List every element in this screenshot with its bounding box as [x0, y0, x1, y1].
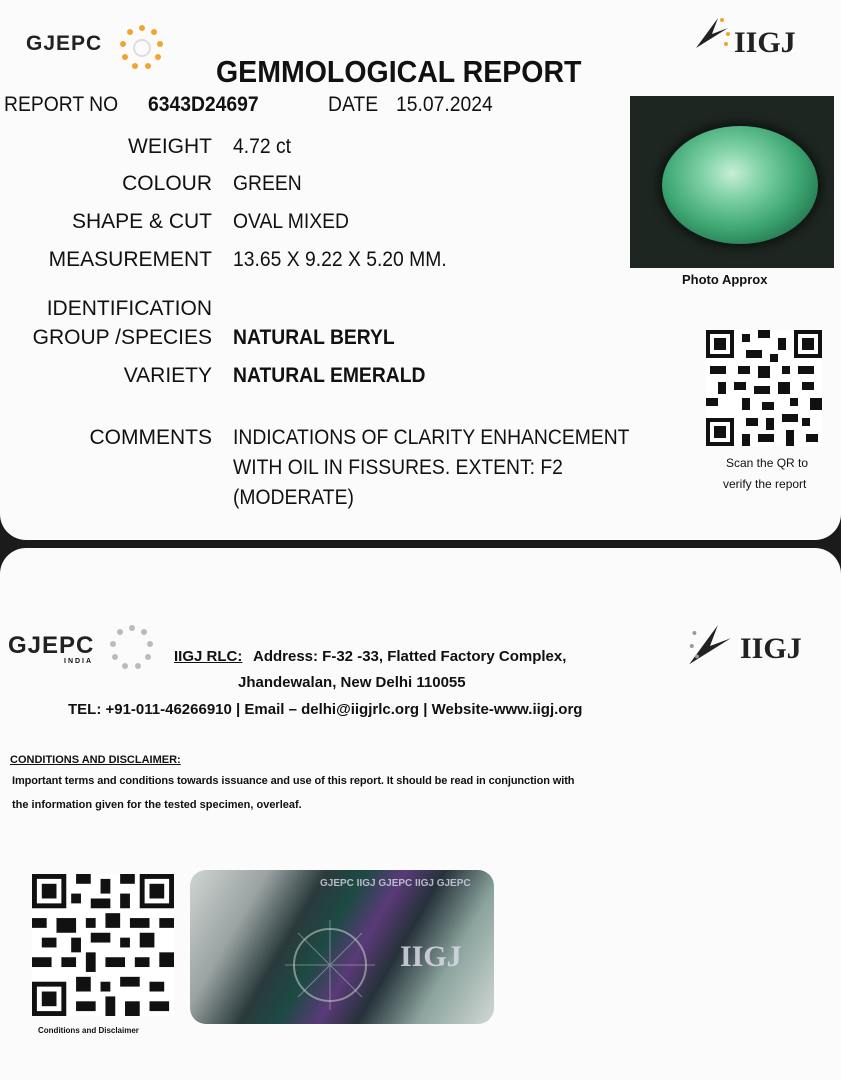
variety-value: NATURAL EMERALD	[233, 364, 426, 387]
conditions-text-line2: the information given for the tested specimen, overleaf.	[12, 799, 302, 811]
report-no-label: REPORT NO	[4, 93, 119, 116]
verify-qr-code-icon[interactable]	[706, 330, 822, 446]
date-value: 15.07.2024	[396, 93, 493, 116]
qr-caption-line2: verify the report	[723, 477, 807, 491]
iigj-logo: IIGJ	[734, 26, 796, 59]
iigj-mark-icon	[692, 14, 732, 54]
hologram-logo: IIGJ	[400, 940, 462, 973]
conditions-qr-code-icon[interactable]	[32, 874, 174, 1016]
comments-label: COMMENTS	[89, 426, 212, 449]
gjepc-logo: GJEPC	[26, 32, 103, 55]
shape-cut-value: OVAL MIXED	[233, 210, 349, 233]
emerald-gem-icon	[662, 126, 818, 244]
gjepc-logo: GJEPC	[8, 632, 95, 659]
address-line1: Address: F-32 -33, Flatted Factory Complex,	[253, 648, 567, 665]
gjepc-sun-icon	[106, 622, 158, 674]
qr-caption-line1: Scan the QR to	[726, 456, 809, 470]
variety-label: VARIETY	[123, 364, 212, 387]
report-no-value: 6343D24697	[148, 93, 259, 116]
gem-photo	[630, 96, 834, 268]
iigj-logo: IIGJ	[740, 632, 802, 665]
weight-value: 4.72 ct	[233, 135, 292, 158]
gjepc-sun-icon	[116, 22, 168, 74]
photo-caption: Photo Approx	[682, 272, 768, 287]
gjepc-logo-sub: INDIA	[64, 658, 94, 665]
report-back-card	[0, 548, 841, 1080]
group-species-label: GROUP /SPECIES	[32, 326, 212, 349]
measurement-label: MEASUREMENT	[48, 248, 212, 271]
address-label: IIGJ RLC:	[174, 648, 243, 665]
identification-label: IDENTIFICATION	[46, 297, 212, 320]
group-species-value: NATURAL BERYL	[233, 326, 395, 349]
conditions-title: CONDITIONS AND DISCLAIMER:	[10, 754, 181, 766]
measurement-value: 13.65 X 9.22 X 5.20 MM.	[233, 248, 447, 271]
comments-line: WITH OIL IN FISSURES. EXTENT: F2	[233, 456, 563, 479]
conditions-qr-caption: Conditions and Disclaimer	[38, 1026, 139, 1035]
weight-label: WEIGHT	[128, 135, 212, 158]
shape-cut-label: SHAPE & CUT	[71, 210, 212, 233]
hologram-globe-icon	[270, 910, 390, 1010]
hologram-text: GJEPC IIGJ GJEPC IIGJ GJEPC	[320, 878, 471, 889]
security-hologram	[190, 870, 494, 1024]
colour-label: COLOUR	[122, 172, 212, 195]
contact-line: TEL: +91-011-46266910 | Email – delhi@iigjrlc.org | Website-www.iigj.org	[68, 701, 583, 718]
comments-line: (MODERATE)	[233, 486, 354, 509]
address-line2: Jhandewalan, New Delhi 110055	[238, 674, 466, 691]
report-title: GEMMOLOGICAL REPORT	[216, 54, 582, 89]
conditions-text-line1: Important terms and conditions towards issuance and use of this report. It should be read in conjunction with	[12, 775, 575, 787]
date-label: DATE	[328, 93, 379, 116]
comments-line: INDICATIONS OF CLARITY ENHANCEMENT	[233, 426, 630, 449]
colour-value: GREEN	[233, 172, 302, 195]
iigj-mark-icon	[684, 620, 736, 672]
